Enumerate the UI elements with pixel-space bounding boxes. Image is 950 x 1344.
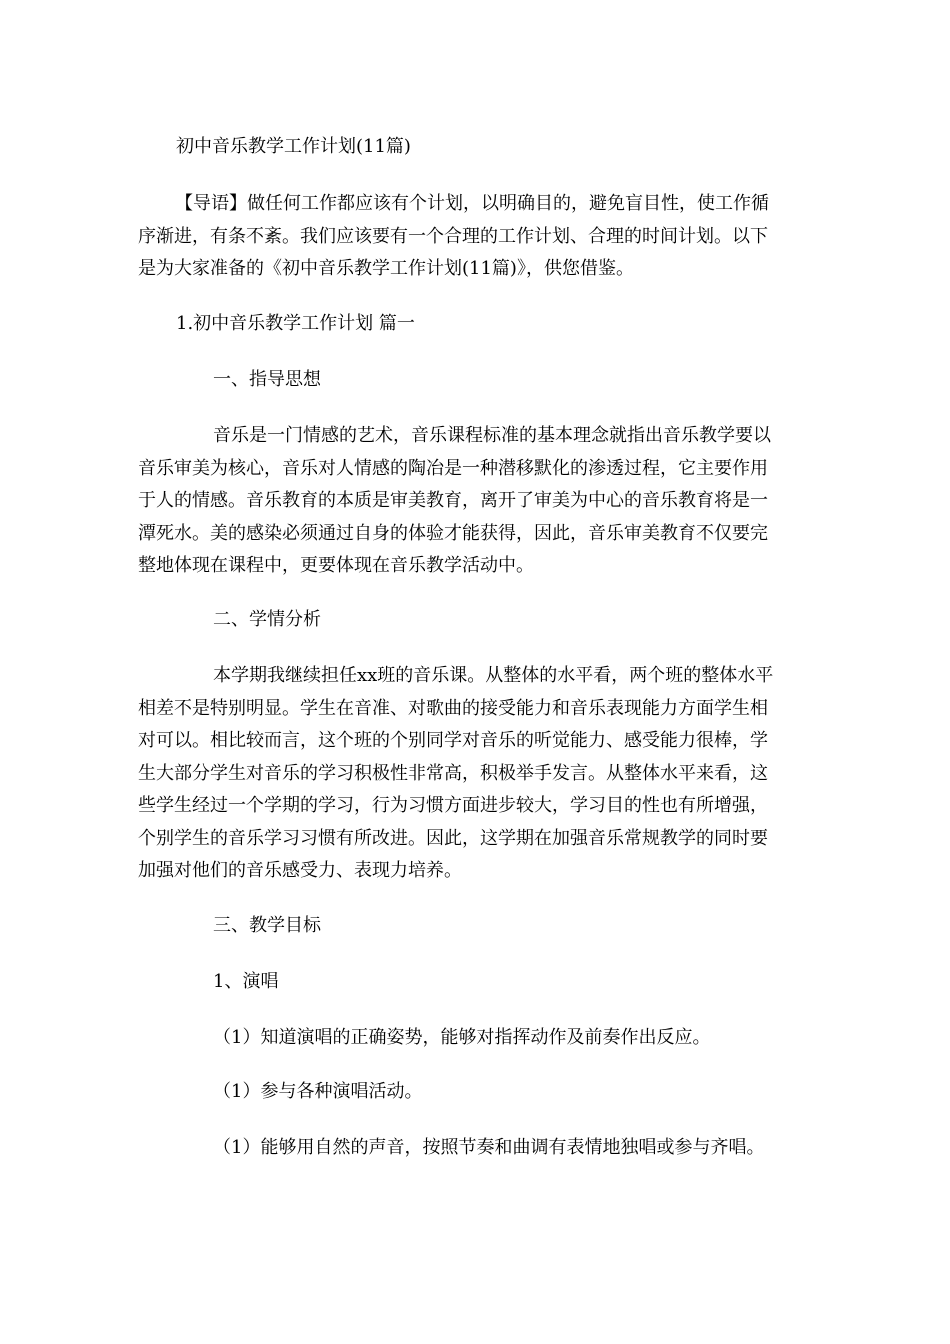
intro-line: 序渐进，有条不紊。我们应该要有一个合理的工作计划、合理的时间计划。以下 bbox=[138, 225, 768, 247]
intro-paragraph bbox=[138, 188, 818, 286]
heading-teaching-goals: 三、教学目标 bbox=[213, 915, 321, 936]
list-item: （1）能够用自然的声音，按照节奏和曲调有表情地独唱或参与齐唱。 bbox=[213, 1137, 765, 1158]
paragraph-line: 加强对他们的音乐感受力、表现力培养。 bbox=[138, 860, 462, 881]
paragraph-student-analysis bbox=[138, 660, 818, 888]
paragraph-line: 些学生经过一个学期的学习，行为习惯方面进步较大，学习目的性也有所增强， bbox=[138, 795, 768, 816]
list-item: （1）知道演唱的正确姿势，能够对指挥动作及前奏作出反应。 bbox=[213, 1027, 711, 1048]
paragraph-line: 本学期我继续担任xx班的音乐课。从整体的水平看，两个班的整体水平 bbox=[213, 665, 774, 686]
paragraph-line: 音乐是一门情感的艺术，音乐课程标准的基本理念就指出音乐教学要以 bbox=[213, 425, 771, 446]
paragraph-line: 整地体现在课程中，更要体现在音乐教学活动中。 bbox=[138, 555, 534, 576]
paragraph-line: 潭死水。美的感染必须通过自身的体验才能获得，因此，音乐审美教育不仅要完 bbox=[138, 522, 768, 544]
intro-line: 【导语】做任何工作都应该有个计划，以明确目的，避免盲目性，使工作循 bbox=[175, 193, 769, 214]
sub-heading-singing: 1、演唱 bbox=[213, 971, 279, 992]
list-item: （1）参与各种演唱活动。 bbox=[213, 1081, 423, 1102]
paragraph-guiding-idea bbox=[138, 420, 818, 583]
paragraph-line: 个别学生的音乐学习习惯有所改进。因此，这学期在加强音乐常规教学的同时要 bbox=[138, 827, 768, 849]
section-title: 1.初中音乐教学工作计划 篇一 bbox=[176, 313, 415, 334]
intro-line: 是为大家准备的《初中音乐教学工作计划(11篇)》，供您借鉴。 bbox=[138, 258, 634, 279]
document-title: 初中音乐教学工作计划(11篇) bbox=[176, 136, 411, 157]
heading-student-analysis: 二、学情分析 bbox=[213, 609, 321, 630]
paragraph-line: 对可以。相比较而言，这个班的个别同学对音乐的听觉能力、感受能力很棒，学 bbox=[138, 730, 768, 751]
paragraph-line: 相差不是特别明显。学生在音准、对歌曲的接受能力和音乐表现能力方面学生相 bbox=[138, 697, 768, 719]
heading-guiding-idea: 一、指导思想 bbox=[213, 369, 321, 390]
paragraph-line: 音乐审美为核心，音乐对人情感的陶冶是一种潜移默化的渗透过程，它主要作用 bbox=[138, 457, 768, 479]
paragraph-line: 于人的情感。音乐教育的本质是审美教育，离开了审美为中心的音乐教育将是一 bbox=[138, 490, 768, 511]
paragraph-line: 生大部分学生对音乐的学习积极性非常高，积极举手发言。从整体水平来看，这 bbox=[138, 762, 768, 784]
